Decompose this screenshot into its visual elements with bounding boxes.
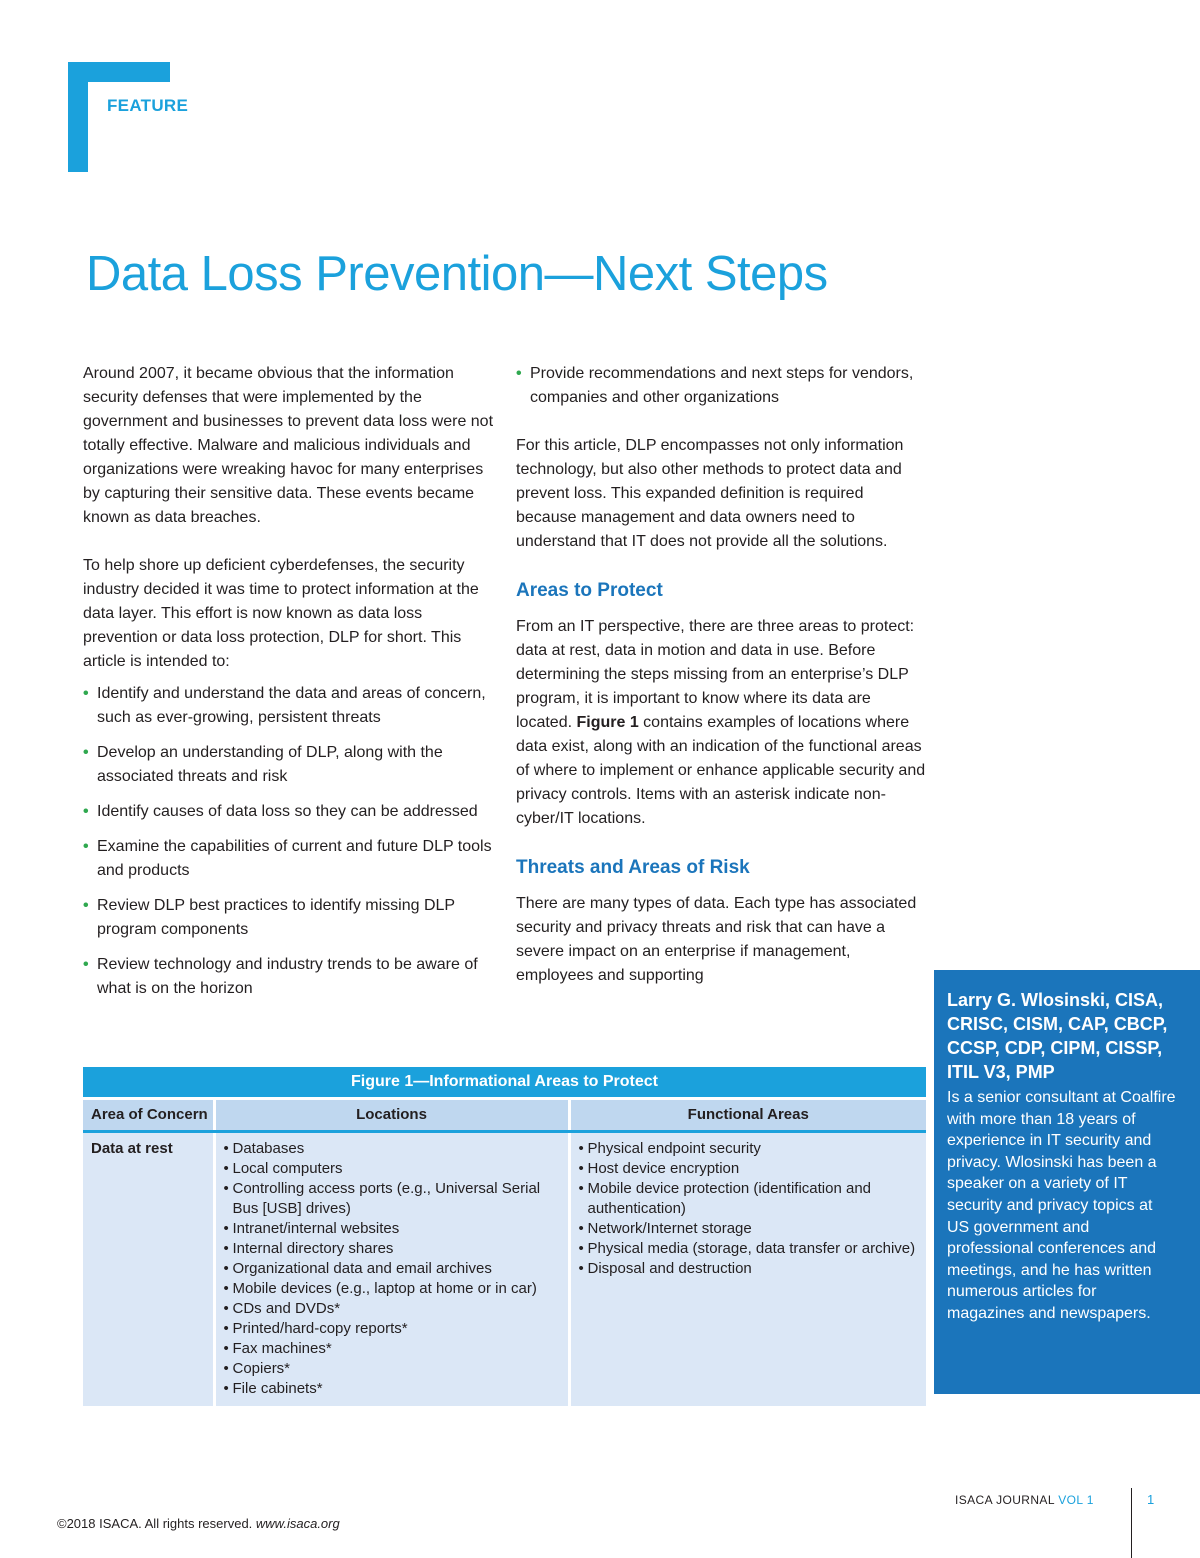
- list-item: • Provide recommendations and next steps for vendors, companies and other organizations: [516, 362, 928, 410]
- header-bracket-horizontal: [68, 62, 170, 82]
- bullet-icon: •: [578, 1260, 584, 1277]
- list-item: • Mobile device protection (identification and authentication): [578, 1180, 871, 1217]
- middle-column: [516, 362, 928, 988]
- list-item: • Fax machines*: [223, 1340, 332, 1357]
- copyright-notice: ©2018 ISACA. All rights reserved. www.isaca.org: [57, 1516, 340, 1531]
- list-item: • Organizational data and email archives: [223, 1260, 492, 1277]
- bullet-icon: •: [83, 838, 89, 855]
- bullet-icon: •: [83, 897, 89, 914]
- list-item: • Copiers*: [223, 1360, 291, 1377]
- left-column: [83, 362, 495, 1012]
- list-item: • Develop an understanding of DLP, along with the associated threats and risk: [83, 741, 495, 789]
- article-title: Data Loss Prevention—Next Steps: [86, 247, 828, 301]
- list-item: • Identify and understand the data and areas of concern, such as ever-growing, persistent threats: [83, 682, 495, 730]
- bullet-icon: •: [83, 744, 89, 761]
- list-item: • Review DLP best practices to identify missing DLP program components: [83, 894, 495, 942]
- bullet-icon: •: [578, 1180, 584, 1197]
- bullet-icon: •: [223, 1340, 229, 1357]
- bullet-icon: •: [83, 803, 89, 820]
- figure-reference: Figure 1: [576, 714, 639, 731]
- section-heading-threats: Threats and Areas of Risk: [516, 857, 750, 878]
- author-sidebar: [934, 970, 1200, 1394]
- bullet-icon: •: [223, 1280, 229, 1297]
- list-item: • Disposal and destruction: [578, 1260, 752, 1277]
- section-heading-areas-to-protect: Areas to Protect: [516, 580, 663, 601]
- list-item: • Controlling access ports (e.g., Universal Serial Bus [USB] drives): [223, 1180, 541, 1217]
- list-item: • Physical endpoint security: [578, 1140, 761, 1157]
- list-item: • Review technology and industry trends to be aware of what is on the horizon: [83, 953, 495, 1001]
- bullet-icon: •: [578, 1220, 584, 1237]
- author-name: Larry G. Wlosinski, CISA, CRISC, CISM, CAP, CBCP, CCSP, CDP, CIPM, CISSP, ITIL V3, PMP: [947, 990, 1168, 1082]
- page-number: 1: [1147, 1492, 1155, 1507]
- list-item: • Printed/hard-copy reports*: [223, 1320, 408, 1337]
- bullet-icon: •: [223, 1300, 229, 1317]
- footer-divider: [1131, 1488, 1132, 1558]
- list-item: • Mobile devices (e.g., laptop at home or in car): [223, 1280, 537, 1297]
- figure-caption: Figure 1—Informational Areas to Protect: [83, 1067, 926, 1099]
- bullet-icon: •: [83, 685, 89, 702]
- paragraph: For this article, DLP encompasses not only information technology, but also other methods to protect data and prevent loss. This expanded definition is required because management and data owners need to understand that IT does not provide all the solutions.: [516, 437, 904, 550]
- objectives-list: [83, 682, 495, 1001]
- bullet-icon: •: [223, 1320, 229, 1337]
- list-item: • Internal directory shares: [223, 1240, 394, 1257]
- bullet-icon: •: [578, 1160, 584, 1177]
- column-header: Functional Areas: [569, 1099, 926, 1132]
- bullet-icon: •: [223, 1160, 229, 1177]
- bullet-icon: •: [223, 1380, 229, 1397]
- bullet-icon: •: [578, 1240, 584, 1257]
- list-item: • Network/Internet storage: [578, 1220, 752, 1237]
- bullet-icon: •: [223, 1240, 229, 1257]
- paragraph: To help shore up deficient cyberdefenses, the security industry decided it was time to protect information at the data layer. This effort is now known as data loss prevention or data loss protection, DLP for short. This article is intended to:: [83, 557, 479, 670]
- table-cell-functional-areas: [569, 1132, 926, 1407]
- table-header-row: [83, 1099, 926, 1132]
- table-cell-locations: [214, 1132, 569, 1407]
- list-item: • Local computers: [223, 1160, 343, 1177]
- journal-volume: VOL 1: [1058, 1493, 1094, 1507]
- list-item: • Host device encryption: [578, 1160, 740, 1177]
- list-item: • Intranet/internal websites: [223, 1220, 400, 1237]
- paragraph: Around 2007, it became obvious that the information security defenses that were implemented by the government and businesses to prevent data loss were not totally effective. Malware and malicious individuals and organizations were wreaking havoc for many enterprises by capturing their sensitive data. These events became known as data breaches.: [83, 365, 494, 526]
- bullet-icon: •: [223, 1360, 229, 1377]
- author-bio: Is a senior consultant at Coalfire with more than 18 years of experience in IT security and privacy. Wlosinski has been a speaker on a variety of IT security and privacy topics at US government and professional conferences and meetings, and he has written numerous articles for magazines and newspapers.: [947, 1089, 1176, 1322]
- column-header: Locations: [214, 1099, 569, 1132]
- website-link[interactable]: www.isaca.org: [255, 1516, 340, 1531]
- list-item: • File cabinets*: [223, 1380, 323, 1397]
- bullet-icon: •: [223, 1180, 229, 1197]
- table-cell-area: Data at rest: [83, 1132, 214, 1407]
- paragraph: There are many types of data. Each type has associated security and privacy threats and risk that can have a severe impact on an enterprise if management, employees and supporting: [516, 895, 917, 984]
- bullet-icon: •: [83, 956, 89, 973]
- list-item: • CDs and DVDs*: [223, 1300, 341, 1317]
- objectives-list-continued: [516, 362, 928, 410]
- section-label: FEATURE: [107, 96, 189, 115]
- table-row: [83, 1132, 926, 1407]
- list-item: • Identify causes of data loss so they can be addressed: [83, 800, 495, 824]
- column-header: Area of Concern: [83, 1099, 214, 1132]
- functional-areas-list: [571, 1139, 927, 1279]
- locations-list: [216, 1139, 568, 1399]
- bullet-icon: •: [516, 365, 522, 382]
- list-item: • Physical media (storage, data transfer or archive): [578, 1240, 916, 1257]
- bullet-icon: •: [223, 1260, 229, 1277]
- figure-table: [83, 1067, 926, 1406]
- list-item: • Databases: [223, 1140, 305, 1157]
- paragraph: From an IT perspective, there are three areas to protect: data at rest, data in motion and data in use. Before determining the steps missing from an enterprise’s DLP program, it is important to know where its data are located. Figure 1 contains examples of locations where data exist, along with an indication of the functional areas of where to implement or enhance applicable security and privacy controls. Items with an asterisk indicate non-cyber/IT locations.: [516, 618, 926, 827]
- bullet-icon: •: [223, 1140, 229, 1157]
- bullet-icon: •: [223, 1220, 229, 1237]
- bullet-icon: •: [578, 1140, 584, 1157]
- list-item: • Examine the capabilities of current and future DLP tools and products: [83, 835, 495, 883]
- journal-name: ISACA JOURNAL VOL 1: [955, 1493, 1094, 1507]
